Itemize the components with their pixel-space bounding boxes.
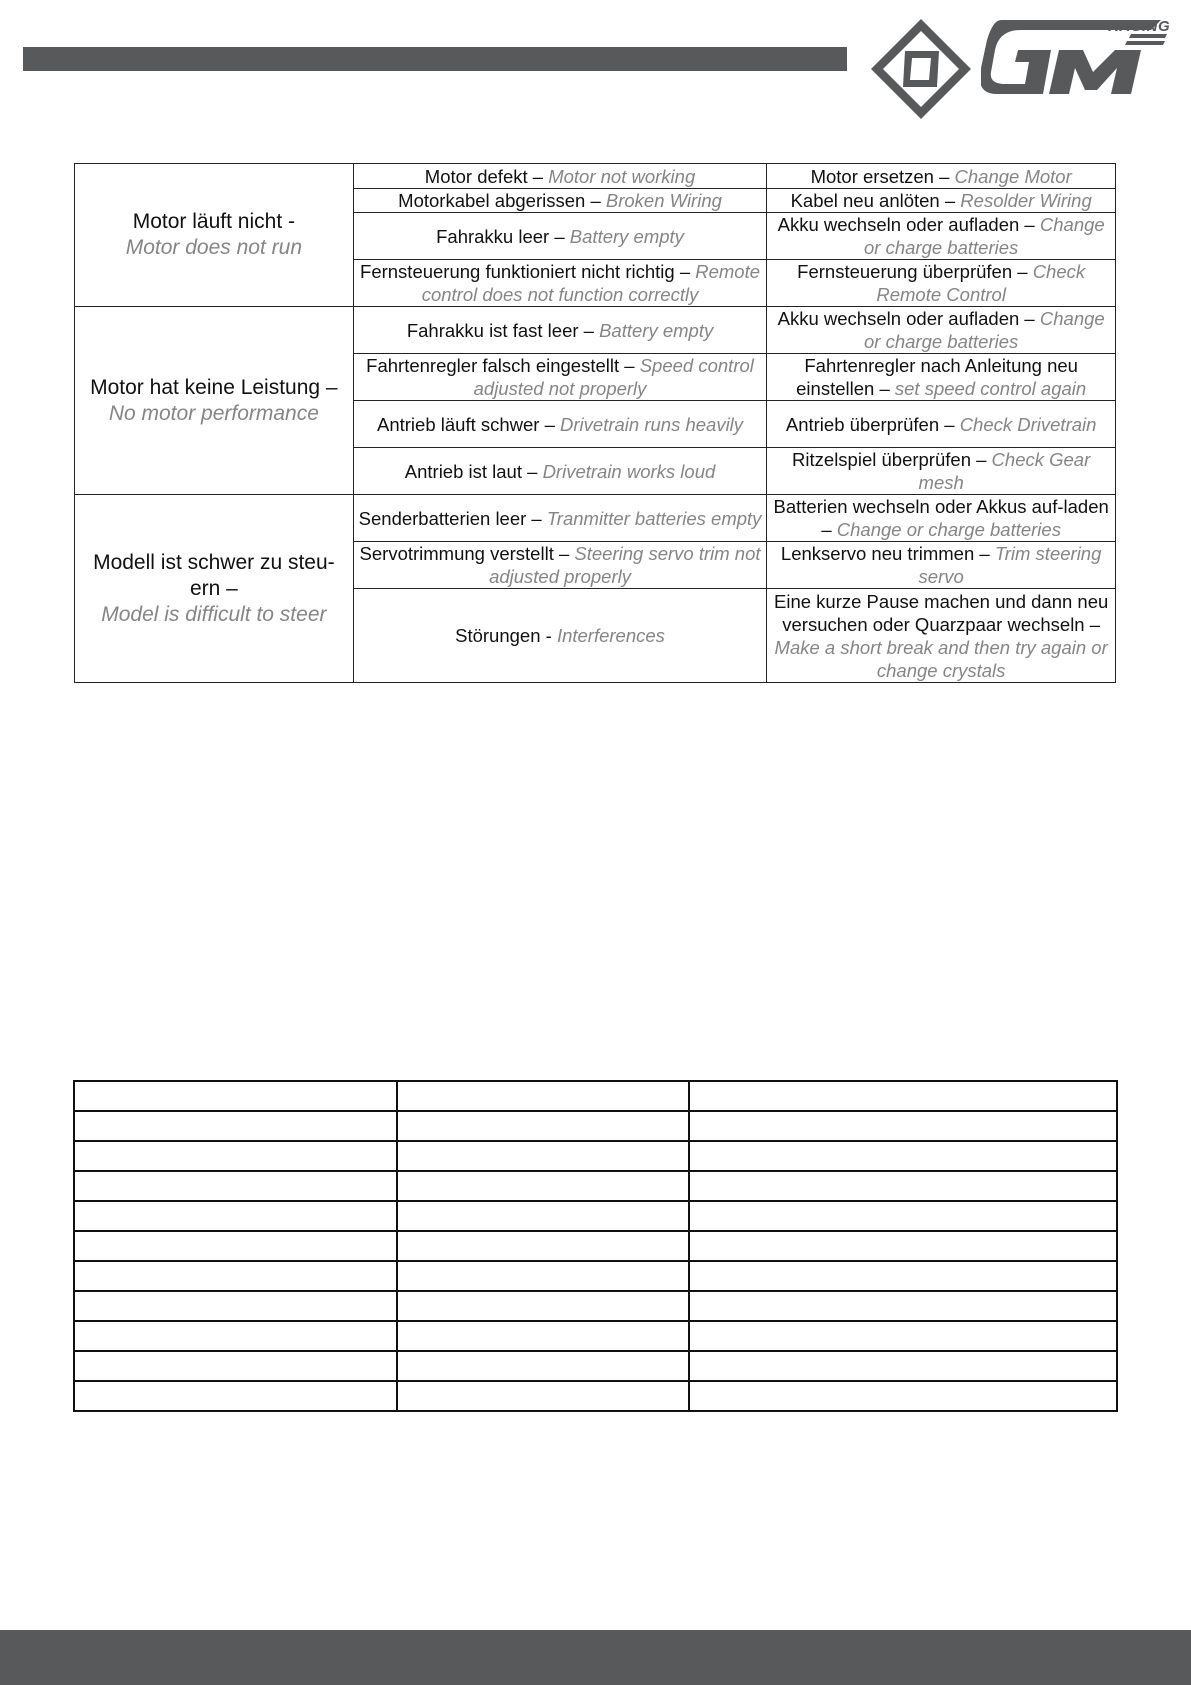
cause-en: Interferences	[556, 625, 665, 646]
table-row	[74, 1141, 1117, 1171]
fix-cell	[767, 542, 1116, 589]
header-bar	[23, 47, 847, 71]
table-cell	[397, 1291, 688, 1321]
table-row	[74, 1171, 1117, 1201]
cause-de: Senderbatterien leer –	[358, 507, 547, 529]
cause-en: Drivetrain runs heavily	[560, 413, 744, 435]
cause-cell	[353, 401, 767, 448]
cause-en: Battery empty	[599, 319, 714, 341]
fix-cell	[767, 213, 1116, 260]
table-cell	[74, 1351, 397, 1381]
problem-en: Model is difficult to steer	[101, 602, 327, 626]
cause-en: Remote control does not function correctly	[421, 261, 761, 305]
fix-de: Motor ersetzen –	[810, 165, 955, 187]
table-cell	[397, 1351, 688, 1381]
problem-en: Motor does not run	[125, 236, 302, 259]
cause-cell	[353, 448, 767, 495]
cause-de: Störungen -	[455, 625, 557, 646]
table-row	[74, 1261, 1117, 1291]
table-row	[75, 307, 1116, 354]
table-cell	[74, 1171, 397, 1201]
fix-de: Lenkservo neu trimmen –	[780, 543, 995, 564]
cause-cell	[353, 307, 767, 354]
table-cell	[689, 1231, 1117, 1261]
table-cell	[74, 1111, 397, 1141]
table-cell	[689, 1351, 1117, 1381]
fix-cell	[767, 260, 1116, 307]
table-cell	[74, 1081, 397, 1111]
cause-en: Battery empty	[569, 225, 684, 247]
problem-cell	[75, 164, 354, 307]
cause-cell	[353, 189, 767, 213]
table-row	[74, 1081, 1117, 1111]
table-cell	[397, 1261, 688, 1291]
fix-de: Eine kurze Pause machen und dann neu versuchen oder Quarzpaar wechseln –	[774, 590, 1109, 635]
fix-cell	[767, 495, 1116, 542]
table-cell	[689, 1291, 1117, 1321]
fix-de: Batterien wechseln oder Akkus auf-laden –	[773, 496, 1109, 540]
table-cell	[397, 1081, 688, 1111]
fix-de: Fernsteuerung überprüfen –	[797, 261, 1033, 282]
table-row	[75, 495, 1116, 542]
fix-cell	[767, 401, 1116, 448]
cause-de: Antrieb läuft schwer –	[377, 413, 561, 435]
problem-en: No motor performance	[108, 401, 319, 425]
blank-notes-table	[73, 1080, 1118, 1412]
cause-cell	[353, 260, 767, 307]
table-cell	[397, 1111, 688, 1141]
table-cell	[689, 1111, 1117, 1141]
cause-de: Servotrimmung verstellt –	[359, 543, 575, 564]
table-cell	[397, 1231, 688, 1261]
brand-diamond-icon	[869, 17, 973, 121]
fix-cell	[767, 164, 1116, 189]
table-cell	[397, 1381, 688, 1411]
cause-cell	[353, 495, 767, 542]
table-row	[74, 1291, 1117, 1321]
fix-de: Akku wechseln oder aufladen –	[777, 308, 1040, 329]
table-cell	[397, 1141, 688, 1171]
table-row	[74, 1111, 1117, 1141]
fix-en: Check Drivetrain	[959, 413, 1097, 435]
cause-en: Broken Wiring	[605, 190, 722, 211]
cause-cell	[353, 589, 767, 683]
fix-de: Ritzelspiel überprüfen –	[792, 449, 992, 470]
cause-de: Motorkabel abgerissen –	[398, 190, 606, 211]
cause-de: Fahrtenregler falsch eingestellt –	[366, 355, 640, 376]
table-cell	[74, 1141, 397, 1171]
fix-cell	[767, 307, 1116, 354]
fix-en: Change or charge batteries	[836, 519, 1061, 540]
logo-speed-lines	[1125, 34, 1167, 45]
fix-en: set speed control again	[894, 378, 1087, 399]
cause-en: Drivetrain works loud	[542, 460, 716, 482]
fix-en: Trim steering servo	[918, 543, 1102, 587]
fix-en: Check Remote Control	[876, 261, 1086, 305]
cause-en: Steering servo trim not adjusted properly	[489, 543, 761, 587]
cause-de: Fahrakku leer –	[436, 225, 570, 247]
table-row	[74, 1351, 1117, 1381]
problem-de: Motor hat keine Leistung –	[90, 375, 338, 399]
table-row	[75, 164, 1116, 189]
table-cell	[74, 1291, 397, 1321]
troubleshooting-table	[74, 163, 1116, 683]
fix-cell	[767, 589, 1116, 683]
fix-de: Fahrtenregler nach Anleitung neu einstellen –	[796, 355, 1078, 399]
cause-cell	[353, 164, 767, 189]
table-cell	[689, 1081, 1117, 1111]
fix-en: Change or charge batteries	[864, 214, 1105, 258]
fix-cell	[767, 354, 1116, 401]
fix-de: Akku wechseln oder aufladen –	[777, 214, 1040, 235]
cause-cell	[353, 354, 767, 401]
table-cell	[74, 1231, 397, 1261]
fix-en: Make a short break and then try again or change crystals	[774, 636, 1108, 681]
cause-cell	[353, 213, 767, 260]
fix-cell	[767, 189, 1116, 213]
table-cell	[74, 1321, 397, 1351]
table-cell	[689, 1171, 1117, 1201]
table-cell	[397, 1321, 688, 1351]
problem-cell	[75, 307, 354, 495]
cause-en: Motor not working	[548, 165, 696, 187]
cause-en: Tranmitter batteries empty	[546, 507, 762, 529]
fix-en: Change Motor	[954, 165, 1072, 187]
table-cell	[74, 1261, 397, 1291]
table-row	[74, 1201, 1117, 1231]
table-row	[74, 1231, 1117, 1261]
table-cell	[689, 1261, 1117, 1291]
cause-en: Speed control adjusted not properly	[473, 355, 754, 399]
table-cell	[689, 1381, 1117, 1411]
table-cell	[689, 1141, 1117, 1171]
fix-en: Change or charge batteries	[864, 308, 1105, 352]
table-row	[74, 1321, 1117, 1351]
table-cell	[689, 1321, 1117, 1351]
cause-de: Antrieb ist laut –	[404, 460, 543, 482]
fix-cell	[767, 448, 1116, 495]
problem-de: Modell ist schwer zu steu-ern –	[93, 550, 335, 600]
cause-de: Fernsteuerung funktioniert nicht richtig –	[360, 261, 696, 282]
logo-racing-text: RACING	[1108, 18, 1171, 35]
footer-bar	[0, 1630, 1191, 1685]
table-cell	[397, 1171, 688, 1201]
fix-de: Antrieb überprüfen –	[785, 413, 960, 435]
fix-en: Check Gear mesh	[918, 449, 1091, 493]
table-cell	[74, 1201, 397, 1231]
fix-de: Kabel neu anlöten –	[790, 190, 961, 211]
problem-cell	[75, 495, 354, 683]
cause-cell	[353, 542, 767, 589]
table-row	[74, 1381, 1117, 1411]
cause-de: Fahrakku ist fast leer –	[406, 319, 600, 341]
cause-de: Motor defekt –	[424, 165, 549, 187]
problem-de: Motor läuft nicht -	[132, 210, 295, 233]
fix-en: Resolder Wiring	[960, 190, 1092, 211]
table-cell	[397, 1201, 688, 1231]
table-cell	[74, 1381, 397, 1411]
table-cell	[689, 1201, 1117, 1231]
